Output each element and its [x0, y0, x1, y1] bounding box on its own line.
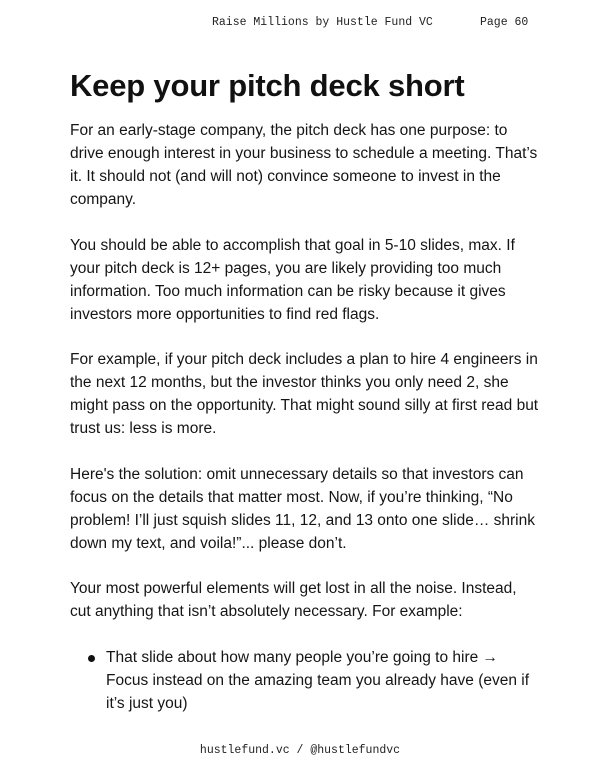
bullet-list: [70, 646, 540, 715]
paragraph: For example, if your pitch deck includes a plan to hire 4 engineers in the next 12 months, but the investor thinks you only need 2, she might pass on the opportunity. That might sound silly at first read but trust us: less is more.: [70, 351, 539, 437]
paragraph: For an early-stage company, the pitch deck has one purpose: to drive enough interest in your business to schedule a meeting. That’s it. It should not (and will not) convince someone to invest in the company.: [70, 122, 538, 208]
book-title: Raise Millions by Hustle Fund VC: [212, 16, 433, 29]
list-item-text: That slide about how many people you’re going to hire → Focus instead on the amazing team you already have (even if it’s just you): [106, 648, 530, 712]
page-footer: hustlefund.vc / @hustlefundvc: [199, 744, 401, 757]
list-item: [70, 646, 540, 715]
paragraph: You should be able to accomplish that goal in 5-10 slides, max. If your pitch deck is 12+ pages, you are likely providing too much information. Too much information can be risky because it gives investors more opportunities to find red flags.: [70, 236, 515, 323]
paragraph: Here's the solution: omit unnecessary details so that investors can focus on the details that matter most. Now, if you’re thinking, “No problem! I’ll just squish slides 11, 12, and 13 onto one slide… shrink down my text, and voila!”... please don’t.: [70, 465, 535, 552]
page-header: [0, 16, 600, 36]
section-heading: Keep your pitch deck short: [70, 68, 465, 103]
page-number: Page 60: [480, 16, 529, 29]
bullet-icon: [88, 655, 95, 662]
body-text: [70, 119, 540, 715]
paragraph: Your most powerful elements will get lost in all the noise. Instead, cut anything that isn’t absolutely necessary. For example:: [70, 580, 517, 620]
